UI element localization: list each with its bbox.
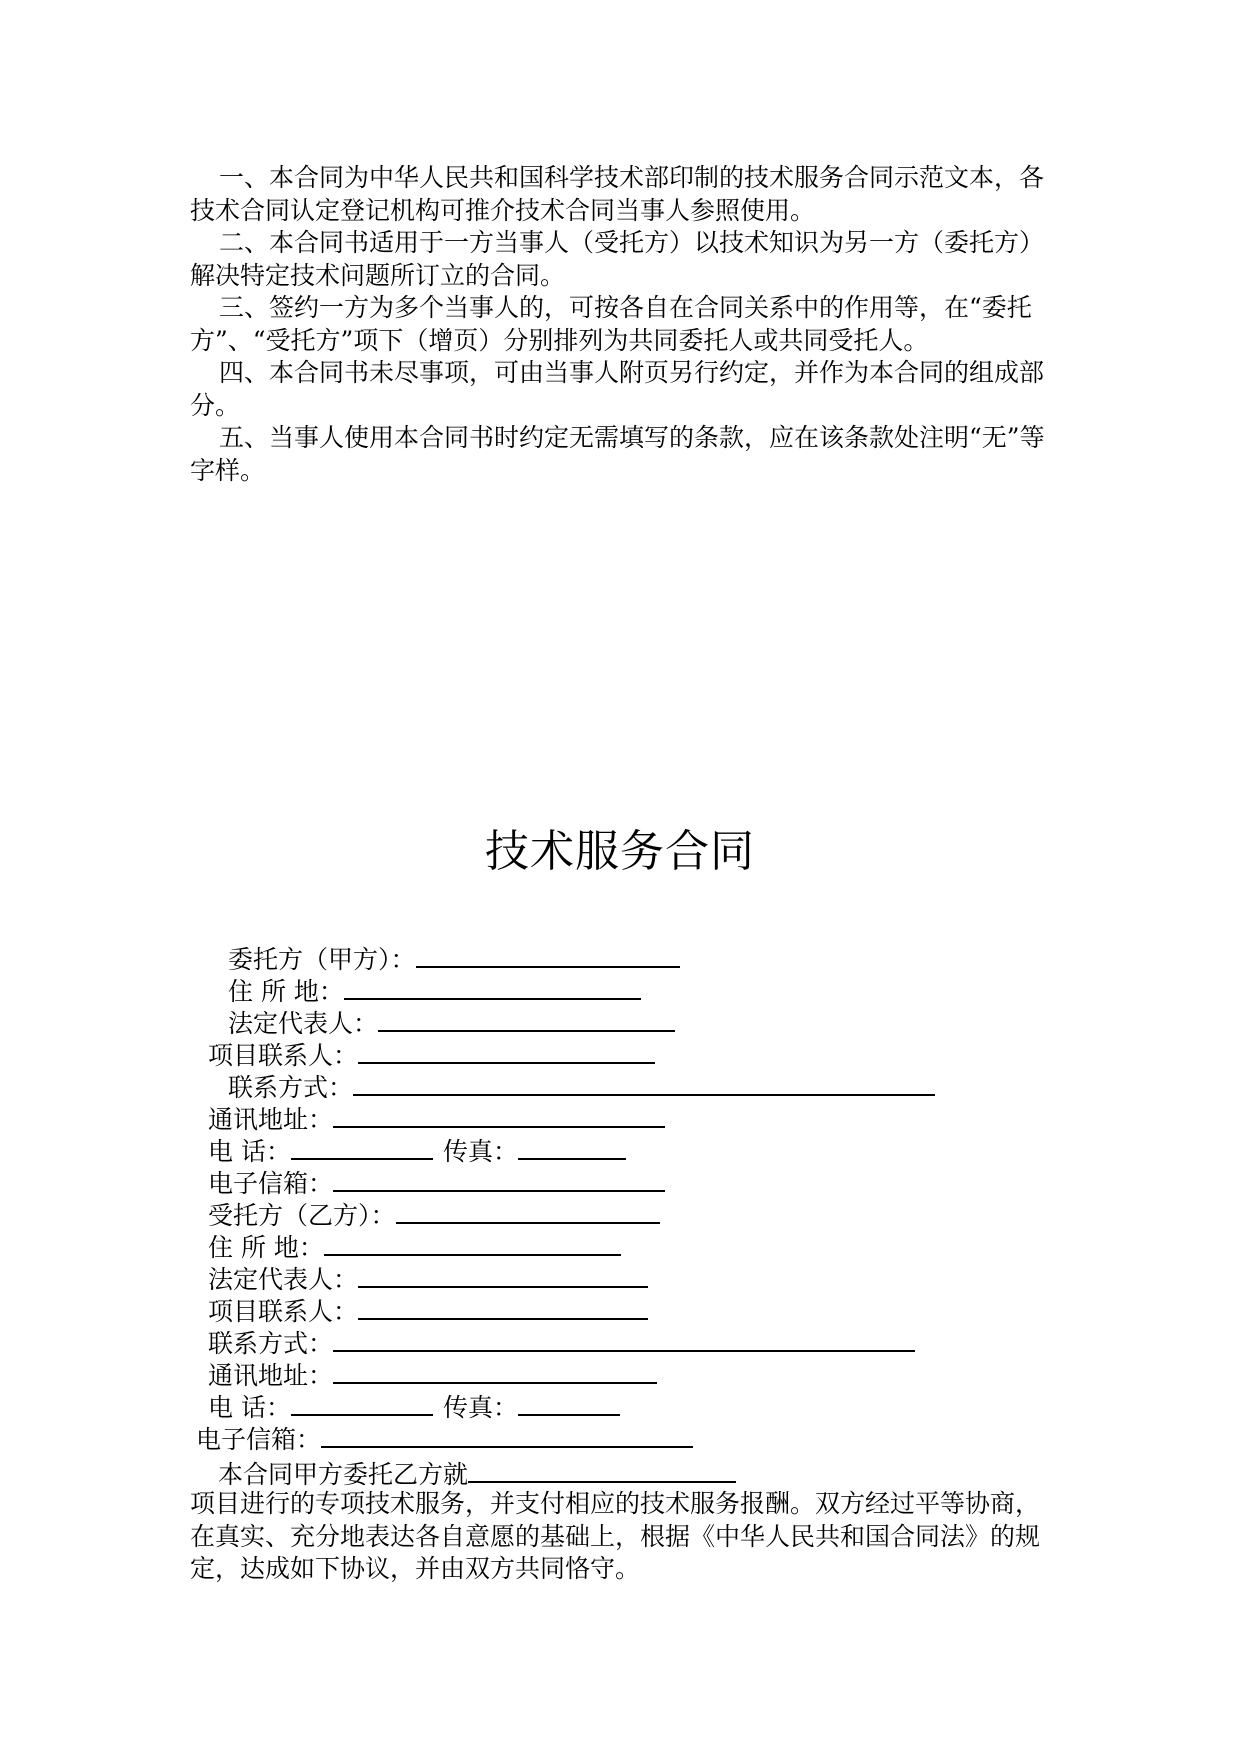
party-b-fax-blank[interactable]	[518, 1388, 620, 1416]
party-b-address-blank[interactable]	[324, 1228, 621, 1256]
party-a-email-field	[208, 1164, 665, 1200]
party-a-legal-rep-field	[228, 1004, 675, 1040]
party-a-address-label: 住 所 地：	[228, 977, 344, 1006]
party-b-mail-address-blank[interactable]	[333, 1356, 657, 1384]
party-b-address-label: 住 所 地：	[208, 1233, 324, 1262]
party-a-legal-rep-label: 法定代表人：	[228, 1009, 379, 1038]
party-b-contact-person-field	[208, 1292, 648, 1328]
party-a-contact-person-field	[208, 1036, 655, 1072]
note-5: 五、当事人使用本合同书时约定无需填写的条款，应在该条款处注明“无”等字样。	[190, 423, 1045, 485]
project-name-blank[interactable]	[468, 1455, 736, 1483]
party-b-phone-label: 电 话：	[208, 1393, 291, 1422]
party-a-address-field	[228, 972, 641, 1008]
party-b-field	[208, 1196, 660, 1232]
party-a-legal-rep-blank[interactable]	[378, 1004, 675, 1032]
party-a-phone-label: 电 话：	[208, 1137, 291, 1166]
party-b-fax-label: 传真：	[442, 1393, 518, 1422]
party-b-legal-rep-blank[interactable]	[358, 1260, 648, 1288]
party-a-fax-label: 传真：	[442, 1137, 518, 1166]
party-a-contact-person-blank[interactable]	[358, 1036, 655, 1064]
party-b-email-field	[196, 1420, 693, 1456]
party-b-legal-rep-label: 法定代表人：	[208, 1265, 359, 1294]
party-b-blank[interactable]	[396, 1196, 660, 1224]
party-b-email-label: 电子信箱：	[196, 1425, 322, 1454]
note-1: 一、本合同为中华人民共和国科学技术部印制的技术服务合同示范文本，各技术合同认定登记机构可推介技术合同当事人参照使用。	[190, 163, 1045, 225]
closing-paragraph	[190, 1488, 1060, 1586]
party-b-mail-address-label: 通讯地址：	[208, 1361, 334, 1390]
party-a-field	[228, 940, 680, 976]
party-a-fax-blank[interactable]	[518, 1132, 626, 1160]
party-a-phone-field	[208, 1132, 626, 1168]
party-a-email-blank[interactable]	[333, 1164, 665, 1192]
party-b-contact-person-blank[interactable]	[358, 1292, 648, 1320]
page-title: 技术服务合同	[485, 826, 755, 877]
party-a-contact-method-field	[228, 1068, 935, 1104]
party-a-contact-method-label: 联系方式：	[228, 1073, 354, 1102]
party-b-mail-address-field	[208, 1356, 657, 1392]
party-a-address-blank[interactable]	[344, 972, 641, 1000]
party-a-contact-method-blank[interactable]	[353, 1068, 935, 1096]
party-a-blank[interactable]	[416, 940, 680, 968]
party-b-contact-person-label: 项目联系人：	[208, 1297, 359, 1326]
party-b-address-field	[208, 1228, 621, 1264]
closing-body: 项目进行的专项技术服务，并支付相应的技术服务报酬。双方经过平等协商，在真实、充分地表达各自意愿的基础上，根据《中华人民共和国合同法》的规定，达成如下协议，并由双方共同恪守。	[190, 1489, 1041, 1583]
party-a-label: 委托方（甲方）：	[228, 945, 416, 974]
party-a-mail-address-blank[interactable]	[333, 1100, 665, 1128]
party-b-contact-method-label: 联系方式：	[208, 1329, 334, 1358]
party-a-mail-address-label: 通讯地址：	[208, 1105, 334, 1134]
closing-intro: 本合同甲方委托乙方就	[218, 1460, 469, 1489]
note-2: 二、本合同书适用于一方当事人（受托方）以技术知识为另一方（委托方）解决特定技术问题所订立的合同。	[190, 228, 1045, 290]
party-b-phone-blank[interactable]	[291, 1388, 433, 1416]
party-b-phone-field	[208, 1388, 620, 1424]
party-b-legal-rep-field	[208, 1260, 648, 1296]
party-b-contact-method-blank[interactable]	[333, 1324, 915, 1352]
party-a-phone-blank[interactable]	[291, 1132, 433, 1160]
party-b-contact-method-field	[208, 1324, 915, 1360]
usage-notes	[190, 162, 1060, 487]
note-3: 三、签约一方为多个当事人的，可按各自在合同关系中的作用等，在“委托方”、“受托方”项下（增页）分别排列为共同委托人或共同受托人。	[190, 293, 1032, 355]
party-b-label: 受托方（乙方）：	[208, 1201, 396, 1230]
closing-intro-field	[218, 1455, 736, 1491]
party-a-email-label: 电子信箱：	[208, 1169, 334, 1198]
note-4: 四、本合同书未尽事项，可由当事人附页另行约定，并作为本合同的组成部分。	[190, 358, 1045, 420]
party-a-mail-address-field	[208, 1100, 665, 1136]
party-a-contact-person-label: 项目联系人：	[208, 1041, 359, 1070]
party-b-email-blank[interactable]	[321, 1420, 693, 1448]
